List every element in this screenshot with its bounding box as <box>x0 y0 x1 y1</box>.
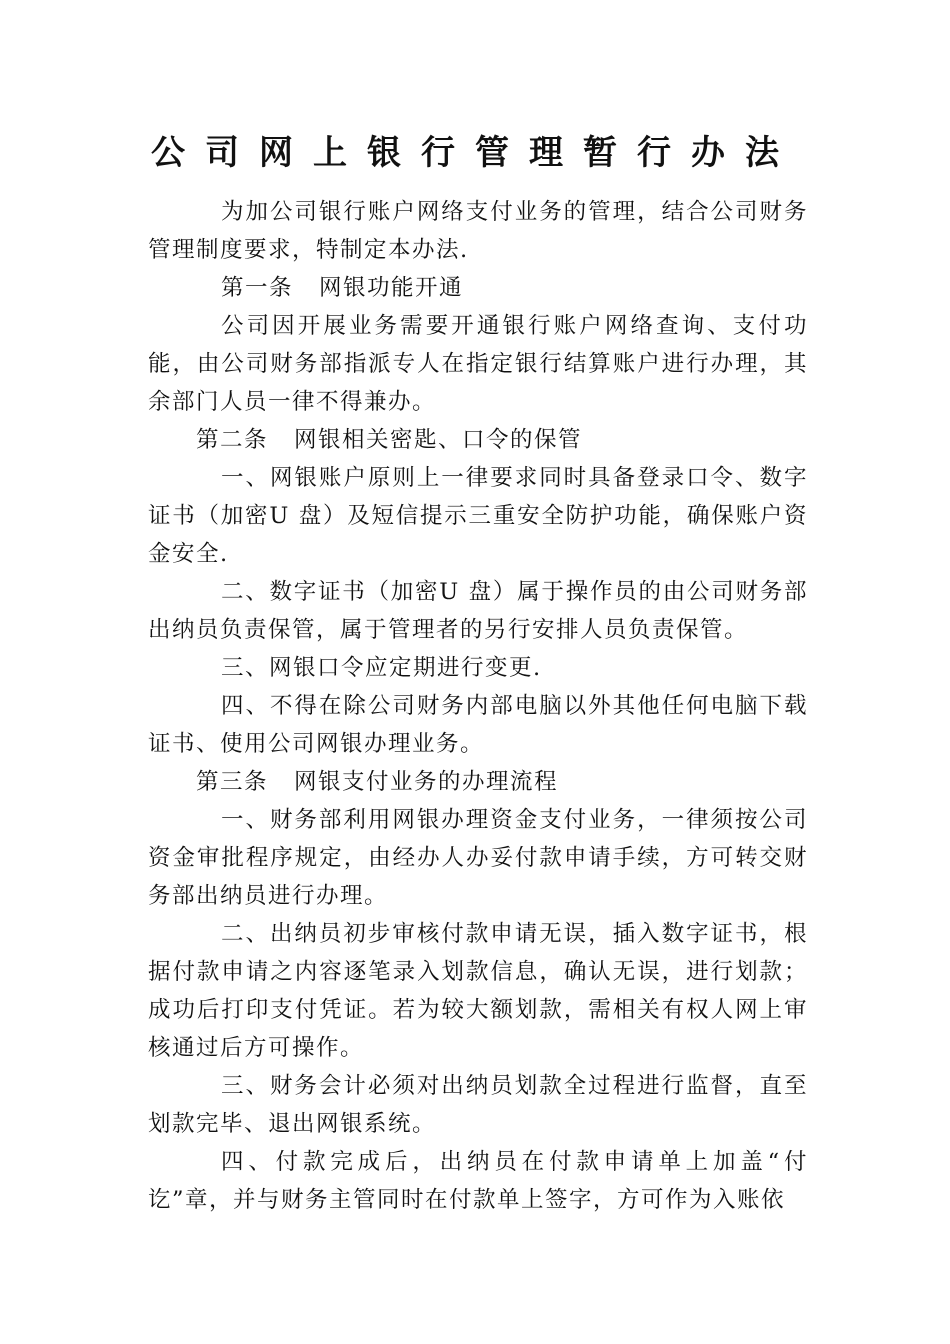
intro-paragraph: 为加公司银行账户网络支付业务的管理，结合公司财务管理制度要求，特制定本办法. <box>148 199 808 263</box>
article-3-heading: 第三条 网银支付业务的办理流程 <box>196 769 558 795</box>
article-1-heading: 第一条 网银功能开通 <box>221 275 463 301</box>
article-2-paragraph-3: 三、网银口令应定期进行变更. <box>221 655 542 681</box>
document-body <box>148 193 808 1219</box>
article-2-paragraph-4: 四、不得在除公司财务内部电脑以外其他任何电脑下载证书、使用公司网银办理业务。 <box>148 693 808 757</box>
article-3-paragraph-1: 一、财务部利用网银办理资金支付业务，一律须按公司资金审批程序规定，由经办人办妥付款申请手续，方可转交财务部出纳员进行办理。 <box>148 807 808 909</box>
article-3-paragraph-4: 四、付款完成后，出纳员在付款申请单上加盖“付讫”章，并与财务主管同时在付款单上签字，方可作为入账依 <box>148 1149 808 1213</box>
article-1-paragraph-1: 公司因开展业务需要开通银行账户网络查询、支付功能，由公司财务部指派专人在指定银行结算账户进行办理，其余部门人员一律不得兼办。 <box>148 313 808 415</box>
article-2-heading: 第二条 网银相关密匙、口令的保管 <box>196 427 582 453</box>
document-title: 公司网上银行管理暂行办法 <box>151 133 799 173</box>
article-3-paragraph-3: 三、财务会计必须对出纳员划款全过程进行监督，直至划款完毕、退出网银系统。 <box>148 1073 808 1137</box>
article-3-paragraph-2: 二、出纳员初步审核付款申请无误，插入数字证书，根据付款申请之内容逐笔录入划款信息，确认无误，进行划款；成功后打印支付凭证。若为较大额划款，需相关有权人网上审核通过后方可操作。 <box>148 921 808 1061</box>
article-2-paragraph-2: 二、数字证书（加密U 盘）属于操作员的由公司财务部出纳员负责保管，属于管理者的另行安排人员负责保管。 <box>148 579 808 643</box>
article-2-paragraph-1: 一、网银账户原则上一律要求同时具备登录口令、数字证书（加密U 盘）及短信提示三重安全防护功能，确保账户资金安全. <box>148 465 808 567</box>
